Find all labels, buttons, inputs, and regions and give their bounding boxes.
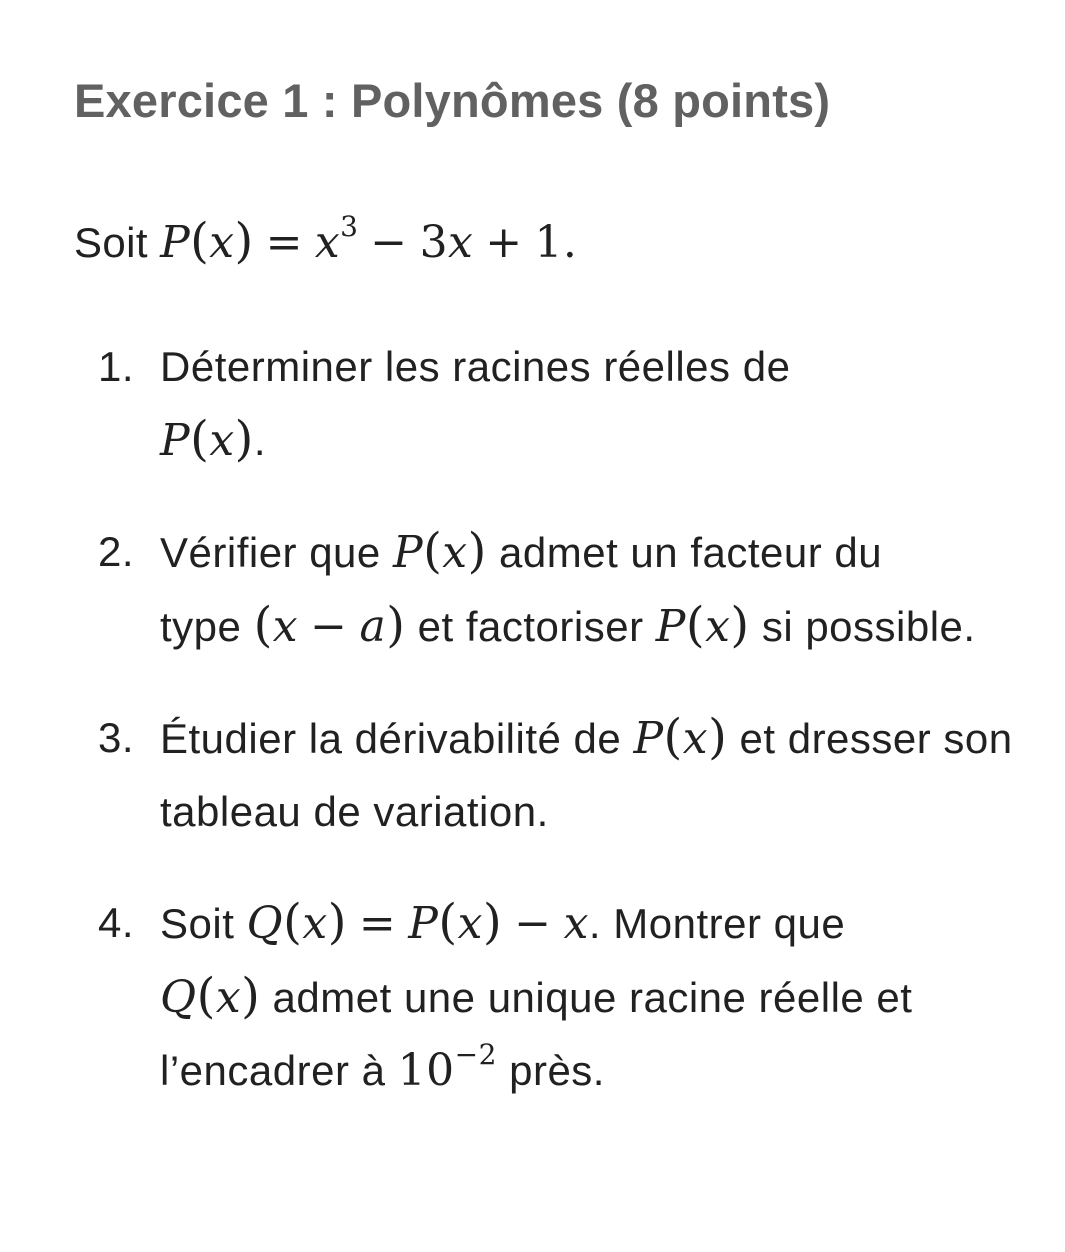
intro-function-name: P <box>160 217 191 268</box>
question-text: près. <box>509 1047 605 1094</box>
factor-root: a <box>359 601 387 652</box>
intro-rhs-x: x <box>314 217 341 268</box>
math-function-name: P <box>160 415 191 466</box>
question-text: Soit <box>160 900 235 947</box>
math-function-name: Q <box>246 898 284 949</box>
question-number: 3. <box>98 714 135 761</box>
question-text: . Montrer que <box>588 900 846 947</box>
math-variable: x <box>682 713 709 764</box>
math-variable: x <box>705 601 731 652</box>
math-variable: x <box>442 527 468 578</box>
question-text: admet un facteur du type <box>160 529 883 650</box>
intro-rhs-linear-coef: 3 <box>419 217 448 268</box>
question-number: 2. <box>98 528 135 575</box>
math-variable: x <box>302 898 328 949</box>
factor-variable: x <box>272 601 299 652</box>
question-number: 4. <box>98 899 135 946</box>
question-text: admet une unique racine réelle et l’encadrer à <box>160 974 913 1094</box>
math-variable: x <box>457 898 483 949</box>
question-text: et factoriser <box>417 603 644 650</box>
math-function-name: P <box>633 713 664 764</box>
question-item-4: 4. Soit Q(x) = P(x) − x. Montrer que Q(x) admet une unique racine réelle et l’encadrer à $10^{-2}$ près. <box>74 886 1014 1107</box>
math-variable: x <box>215 972 242 1023</box>
question-text: Étudier la dérivabilité de <box>160 715 622 762</box>
precision-base: 10 <box>397 1045 455 1096</box>
math-variable: x <box>563 898 589 949</box>
intro-rhs-linear-var: x <box>447 217 474 268</box>
question-end: . <box>253 417 267 464</box>
math-variable: x <box>209 415 235 466</box>
question-list <box>74 330 1014 1107</box>
question-item-1: 1. Déterminer les racines réelles de P(x). <box>74 330 1014 477</box>
question-text: si possible. <box>761 603 976 650</box>
math-function-name: P <box>408 898 439 949</box>
question-text: Vérifier que <box>160 529 381 576</box>
math-function-name: P <box>392 527 424 578</box>
exercise-page <box>74 70 1014 1145</box>
intro-lead: Soit <box>74 219 148 266</box>
intro-rhs-exponent: 3 <box>340 210 359 243</box>
intro-variable: x <box>209 217 235 268</box>
precision-exponent: −2 <box>454 1038 497 1071</box>
question-text: Déterminer les racines réelles de <box>160 343 791 390</box>
question-item-2: 2. Vérifier que P(x) admet un facteur du type (x − a) et factoriser P(x) si possible. <box>74 515 1014 663</box>
polynomial-definition: Soit $P(x) = x^3 - 3x + 1$. <box>74 210 578 269</box>
intro-end: . <box>562 217 578 268</box>
math-function-name: Q <box>160 972 197 1023</box>
question-text: et dresser son tableau de variation. <box>160 715 1013 835</box>
math-function-name: P <box>655 601 686 652</box>
question-number: 1. <box>98 343 135 390</box>
question-item-3: 3. Étudier la dérivabilité de P(x) et dresser son tableau de variation. <box>74 701 1014 848</box>
intro-rhs-constant: 1 <box>534 217 563 268</box>
exercise-title: Exercice 1 : Polynômes (8 points) <box>74 74 831 127</box>
